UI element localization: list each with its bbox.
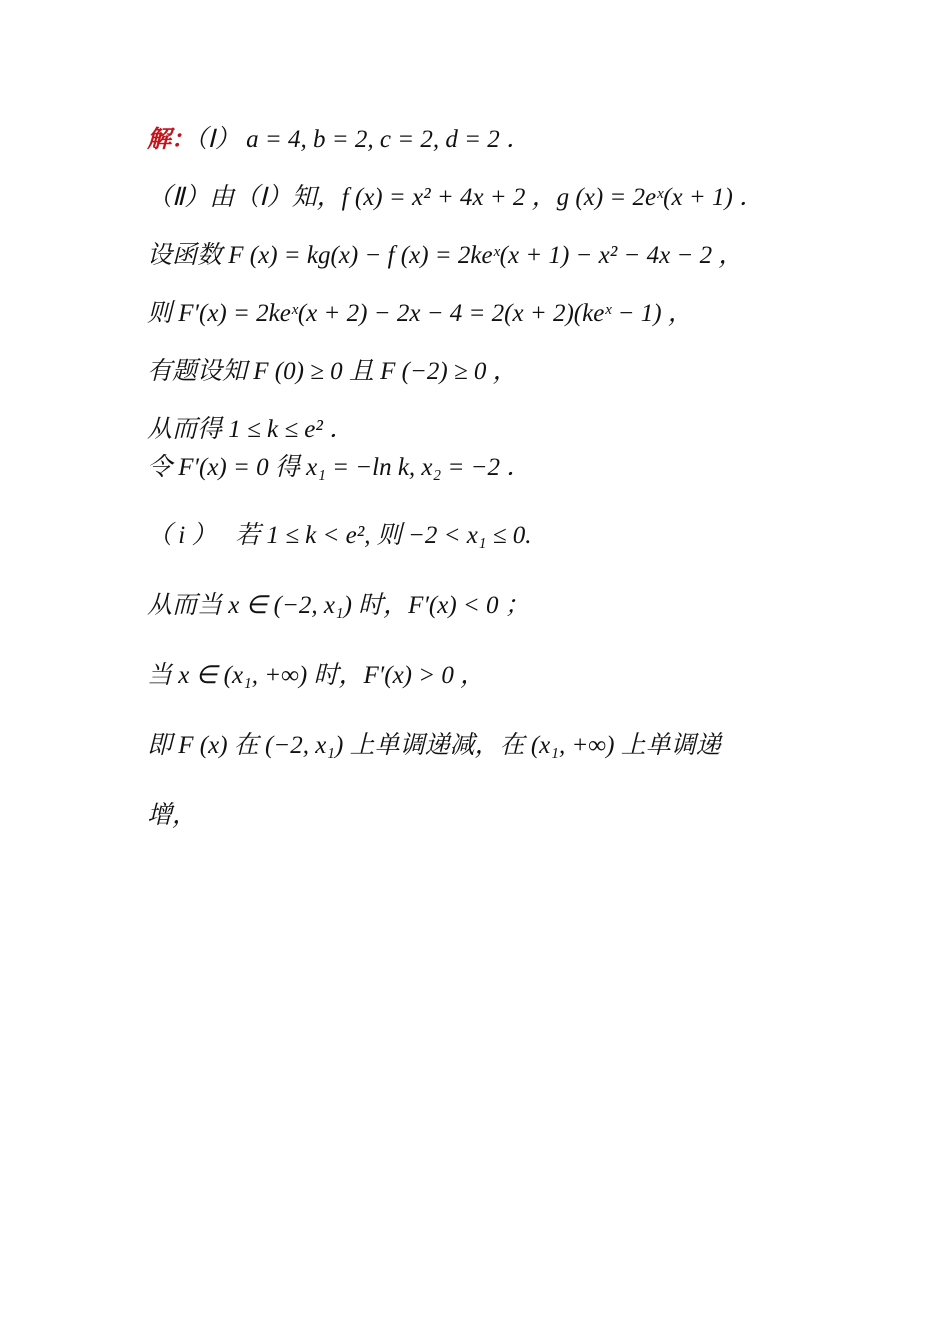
solution-line-1 — [147, 124, 531, 155]
monotonic-summary-cont: 增， — [147, 802, 198, 829]
solution-line-6 — [147, 414, 354, 445]
solution-line-9 — [147, 590, 530, 621]
solution-line-10 — [147, 660, 485, 691]
solution-line-3 — [147, 240, 743, 271]
solution-label: 解： — [147, 124, 195, 153]
solution-line-11 — [147, 730, 721, 761]
define-F: 设函数 F (x) = kg(x) − f (x) = 2keˣ(x + 1) − x² − 4x − 2 ， — [147, 242, 744, 269]
solution-line-8 — [147, 520, 531, 551]
case-i: （ i ） 若 1 ≤ k < e², 则 −2 < x₁ ≤ 0. — [147, 522, 532, 549]
decreasing-interval: 从而当 x ∈ (−2, x₁) 时，F′(x) < 0 ； — [147, 592, 530, 619]
functions-definition: （Ⅱ）由（Ⅰ）知，f (x) = x² + 4x + 2 ，g (x) = 2eˣ(x + 1) ． — [147, 184, 765, 211]
k-range: 从而得 1 ≤ k ≤ e² ． — [147, 416, 355, 443]
condition-line: 有题设知 F (0) ≥ 0 且 F (−2) ≥ 0 ， — [147, 358, 518, 385]
roots-line: 令 F′(x) = 0 得 x₁ = −ln k, x₂ = −2 ． — [147, 454, 532, 481]
part-one-answer: （Ⅰ） a = 4, b = 2, c = 2, d = 2 ． — [195, 126, 531, 153]
derivative-F: 则 F′(x) = 2keˣ(x + 2) − 2x − 4 = 2(x + 2)(keˣ − 1) ， — [147, 300, 693, 327]
solution-line-2 — [147, 182, 764, 213]
solution-line-7 — [147, 452, 531, 483]
solution-line-5 — [147, 356, 518, 387]
solution-line-12 — [147, 800, 197, 831]
monotonic-summary: 即 F (x) 在 (−2, x₁) 上单调递减，在 (x₁, +∞) 上单调递 — [147, 732, 721, 759]
solution-line-4 — [147, 298, 693, 329]
increasing-interval: 当 x ∈ (x₁, +∞) 时，F′(x) > 0 ， — [147, 662, 486, 689]
